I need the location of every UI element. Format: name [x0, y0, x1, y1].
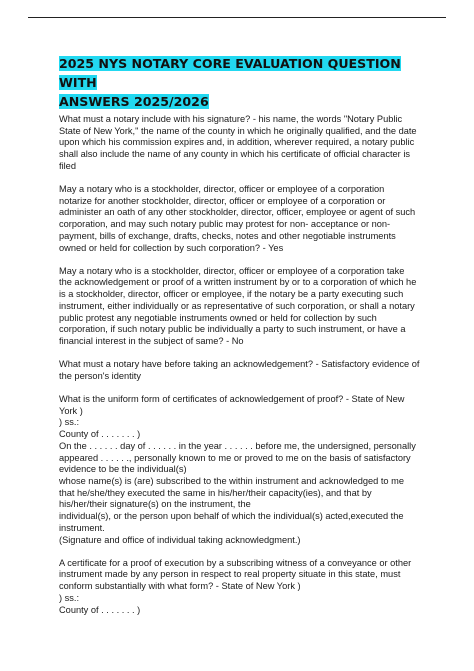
text-line: What must a notary include with his signature? - his name, the words "Notary Public — [59, 114, 403, 124]
text-line: County of . . . . . . . ) — [59, 429, 141, 440]
text-line: public protest any negotiable instruments owned or held for collection by such — [59, 312, 377, 323]
top-divider — [28, 17, 446, 18]
text-line: administer an oath of any other stockholder, director, officer, employee or agent of such — [59, 207, 416, 218]
text-line: corporation, if such notary public be individually a party to such instrument, or have a — [59, 324, 406, 335]
text-line: filed — [59, 160, 76, 171]
qa-paragraph-identity — [59, 359, 431, 382]
text-line: conform substantially with what form? - State of New York ) — [59, 581, 301, 592]
qa-paragraph-subscribing-witness — [59, 558, 431, 617]
title-line: ANSWERS 2025/2026 — [59, 94, 209, 109]
qa-paragraph-stockholder-notarize — [59, 184, 431, 254]
text-line: A certificate for a proof of execution by a subscribing witness of a conveyance or other — [59, 557, 412, 568]
text-line: ) ss.: — [59, 592, 80, 603]
text-line: that he/she/they executed the same in his/her/their capacity(ies), and that by — [59, 487, 372, 498]
qa-paragraph-stockholder-acknowledgement — [59, 266, 431, 348]
text-line: York ) — [59, 405, 83, 416]
qa-paragraph-signature — [59, 114, 431, 173]
text-line: the person's identity — [59, 370, 141, 381]
text-line: instrument. — [59, 522, 105, 533]
title-line: 2025 NYS NOTARY CORE EVALUATION QUESTION WITH — [59, 56, 401, 90]
text-line: his/her/their signature(s) on the instrument, the — [59, 499, 251, 510]
text-line: May a notary who is a stockholder, director, officer or employee of a corporation — [59, 184, 385, 195]
text-line: instrument, either individually or as representative of such corporation, or shall a notary — [59, 300, 415, 311]
text-line: instrument made by any person in respect to real property situate in this state, must — [59, 569, 401, 580]
text-line: appeared . . . . . ., personally known to me or proved to me on the basis of satisfactory — [59, 452, 411, 463]
text-line: May a notary who is a stockholder, director, officer or employee of a corporation take — [59, 265, 405, 276]
text-line: corporation, and may such notary public may protest for non- acceptance or non- — [59, 219, 391, 230]
text-line: upon which his commission expires and, in addition, wherever required, a notary public — [59, 137, 415, 148]
text-line: owned or held for collection by such corporation? - Yes — [59, 242, 284, 253]
text-line: What is the uniform form of certificates of acknowledgement of proof? - State of New — [59, 394, 405, 405]
text-line: ) ss.: — [59, 417, 80, 428]
text-line: the acknowledgement or proof of a written instrument by or to a corporation of which he — [59, 277, 417, 288]
text-line: notarize for another stockholder, director, officer or employee of a corporation or — [59, 195, 386, 206]
text-line: What must a notary have before taking an acknowledgement? - Satisfactory evidence of — [59, 359, 420, 370]
text-line: County of . . . . . . . ) — [59, 604, 141, 615]
document-title — [59, 54, 431, 111]
text-line: individual(s), or the person upon behalf of which the individual(s) acted,executed the — [59, 511, 404, 522]
text-line: evidence to be the individual(s) — [59, 464, 187, 475]
qa-paragraph-uniform-form — [59, 394, 431, 546]
text-line: shall also include the name of any county in which his certificate of official character is — [59, 149, 410, 160]
text-line: is a stockholder, director, officer or employee, if the notary be a party executing such — [59, 289, 404, 300]
text-line: whose name(s) is (are) subscribed to the within instrument and acknowledged to me — [59, 475, 404, 486]
text-line: On the . . . . . . day of . . . . . . in the year . . . . . . before me, the undersigned, personally — [59, 440, 416, 451]
text-line: payment, bills of exchange, drafts, checks, notes and other negotiable instruments — [59, 230, 396, 241]
text-line: (Signature and office of individual taking acknowledgment.) — [59, 534, 301, 545]
text-line: financial interest in the subject of same? - No — [59, 335, 244, 346]
document-body — [59, 54, 431, 616]
text-line: State of New York," the name of the county in which he originally qualified, and the date — [59, 125, 417, 136]
